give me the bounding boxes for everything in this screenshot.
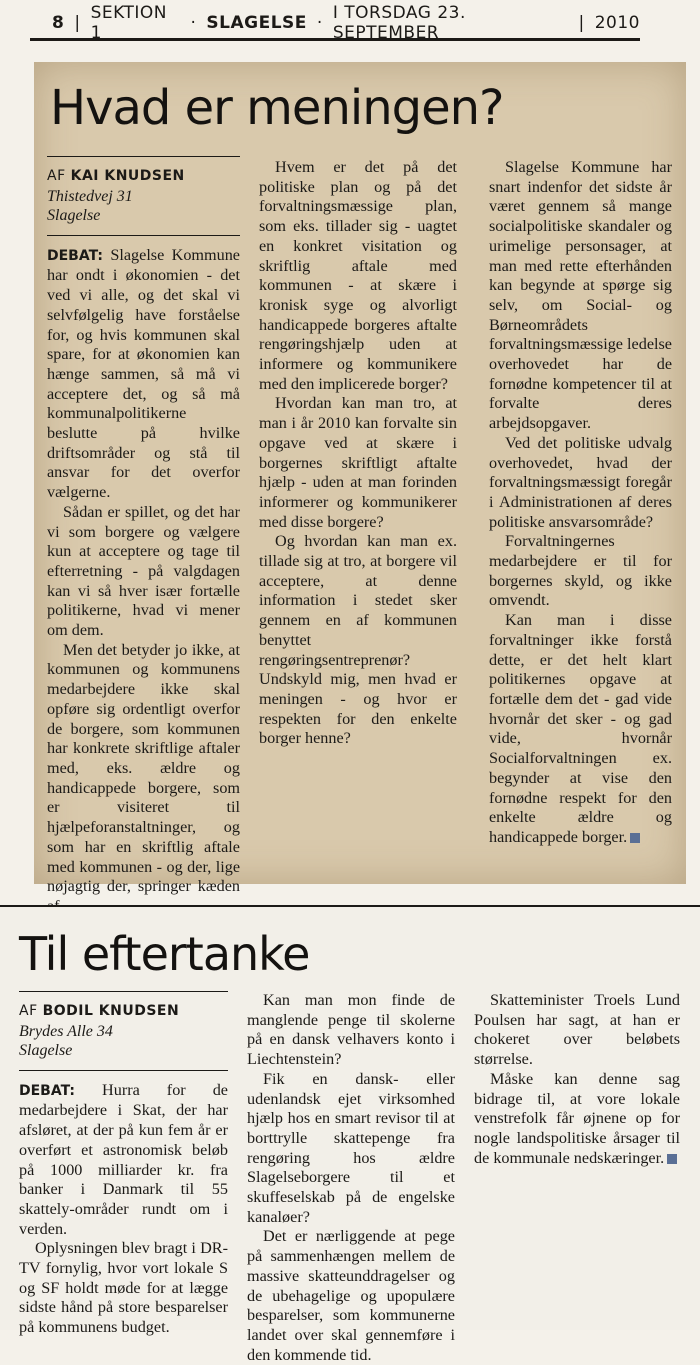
- article-paragraph: Og hvordan kan man ex. tillade sig at tro, at borgere vil acceptere, at denne information i stedet sker gennem en af kommunen benyttet rengøringsentreprenør? Undskyld mig, men hvad er meningen - og hvor er respekten for den enkelte borger henne?: [259, 532, 457, 748]
- section-label: SEKTION 1: [90, 3, 167, 43]
- article-hvad-er-meningen: [34, 62, 686, 896]
- date-label: I TORSDAG 23. SEPTEMBER: [332, 3, 466, 43]
- article-column-2: [247, 991, 455, 1365]
- author-city: Slagelse: [19, 1041, 73, 1059]
- article-paragraph: Sådan er spillet, og det har vi som borgere og vælgere kun at acceptere og tage til efterretning - på valgdagen kan vi så hver især fortælle politikerne, hvad vi mener om dem.: [47, 502, 240, 640]
- author-line: AF BODIL KNUDSEN: [19, 1003, 180, 1019]
- year-label: 2010: [594, 13, 640, 33]
- article-paragraph: Slagelse Kommune har snart indenfor det sidste år været gennem så mange socialpolitiske skandaler og urimelige personsager, at man med rette efterhånden kan begynde at spørge sig selv, om Social- og Børneområdets forvaltningsmæssige ledelse overhovedet har de fornødne kompetencer til at forvalte deres arbejdsopgaver.: [489, 158, 672, 433]
- article-paragraph: DEBAT: Hurra for de medarbejdere i Skat, der har afsløret, at der på kun fem år er overført et astronomisk beløb på 1000 milliarder kr. fra banker i Danmark til 55 skattely-områder rundt om i verden.: [19, 1080, 228, 1238]
- article-paragraph: Oplysningen blev bragt i DR-TV fornylig, hvor vort lokale S og SF holdt møde for at lægge sidste hånd på store besparelser på kommunens budget.: [19, 1239, 228, 1337]
- header-separator: |: [74, 13, 81, 33]
- page-header: [30, 3, 640, 43]
- debat-label: DEBAT:: [47, 247, 103, 264]
- header-dot: ·: [190, 13, 197, 33]
- end-mark-icon: [667, 1154, 677, 1164]
- author-name: BODIL KNUDSEN: [42, 1003, 180, 1019]
- article-paragraph: Men det betyder jo ikke, at kommunen og kommunens medarbejdere ikke skal opføre sig ordentligt overfor de borgere, som kommunen har konkrete skriftlige aftaler med, eks. ældre og handicappede borgere, som er visiteret til hjælpeforanstaltninger, og som har en skriftlig aftale med kommunen - og der, lige nøjagtig der, springer kæden: [47, 640, 240, 896]
- byline: [47, 156, 240, 236]
- debat-label: DEBAT:: [19, 1082, 75, 1099]
- article-column-3: [474, 991, 680, 1168]
- article-paragraph: Fik en dansk- eller udenlandsk ejet virksomhed hjælp hos en smart revisor til at borttrylle skattepenge fra rengøring hos ældre Slagelseborgere til et skuffeselskab på de engelske kanaløer?: [247, 1069, 455, 1226]
- article-paragraph: Forvaltningernes medarbejdere er til for borgernes skyld, og ikke omvendt.: [489, 532, 672, 610]
- header-dot: ·: [316, 13, 323, 33]
- article-column-2: [259, 158, 457, 749]
- author-address: Thistedvej 31: [47, 187, 133, 205]
- article-column-1: [19, 991, 228, 1338]
- article-paragraph: Hvem er det på det politiske plan og på det forvaltningsmæssige plan, som eks. tillader sig - uagtet en konkret visitation og skriftlig aftale med kommunen - at skære i kronisk syge og alvorligt handicappede borgeres aftalte rengøringshjælp uden at informere og kommunikere med den implicerede borger?: [259, 158, 457, 393]
- page-number: 8: [52, 13, 65, 33]
- article-paragraph: Måske kan denne sag bidrage til, at vore lokale venstrefolk får øjnene op for nogle landspolitiske årsager til de kommunale nedskæringer.: [474, 1069, 680, 1167]
- article-paragraph: Kan man i disse forvaltninger ikke forstå dette, er det helt klart politikernes opgave at fortælle dem det - gad vide hvornår det sker - og gad vide, hvornår Socialforvaltningen ex. begynder at vise den fornødne respekt for den enkelte ældre og handicappede borger.: [489, 611, 672, 846]
- byline: [19, 991, 228, 1071]
- article-headline: Til eftertanke: [19, 927, 310, 981]
- city-label: SLAGELSE: [206, 13, 307, 33]
- article-paragraph: Ved det politiske udvalg overhovedet, hvad der forvaltningsmæssigt foregår i Administrationen af deres politiske ansvarsområde?: [489, 433, 672, 531]
- article-headline: Hvad er meningen?: [50, 80, 504, 136]
- article-paragraph: Det er nærliggende at pege på sammenhængen mellem de massive skatteunddragelser og de ubehagelige og upopulære besparelser, som kommunerne landet over skal gennemføre i den kommende tid.: [247, 1227, 455, 1364]
- author-city: Slagelse: [47, 206, 101, 224]
- end-mark-icon: [630, 833, 640, 843]
- article-paragraph: Hvordan kan man tro, at man i år 2010 kan forvalte sin opgave ved at skære i borgernes skriftligt aftalte hjælp - uden at man forinden informerer og kommunikerer med disse borgere?: [259, 394, 457, 531]
- article-column-3: [489, 158, 672, 848]
- author-line: AF KAI KNUDSEN: [47, 168, 185, 184]
- article-til-eftertanke: [0, 905, 700, 1364]
- header-separator: |: [578, 13, 585, 33]
- author-name: KAI KNUDSEN: [70, 168, 185, 184]
- article-paragraph: DEBAT: Slagelse Kommune har ondt i økonomien - det ved vi alle, og det skal vi selvfølgelig have forståelse for, og hvis kommunen skal spare, for at økonomien kan hænge sammen, så må vi acceptere det, og så må kommunalpolitikerne beslutte på hvilke driftsområder og stå til ansvar for det overfor vælgerne.: [47, 245, 240, 502]
- article-paragraph: Kan man mon finde de manglende penge til skolerne på en dansk velhavers konto i Liechtenstein?: [247, 991, 455, 1069]
- author-address: Brydes Alle 34: [19, 1022, 113, 1040]
- article-column-1: [47, 156, 240, 917]
- article-paragraph: Skatteminister Troels Lund Poulsen har sagt, at han er chokeret over beløbets størrelse.: [474, 991, 680, 1069]
